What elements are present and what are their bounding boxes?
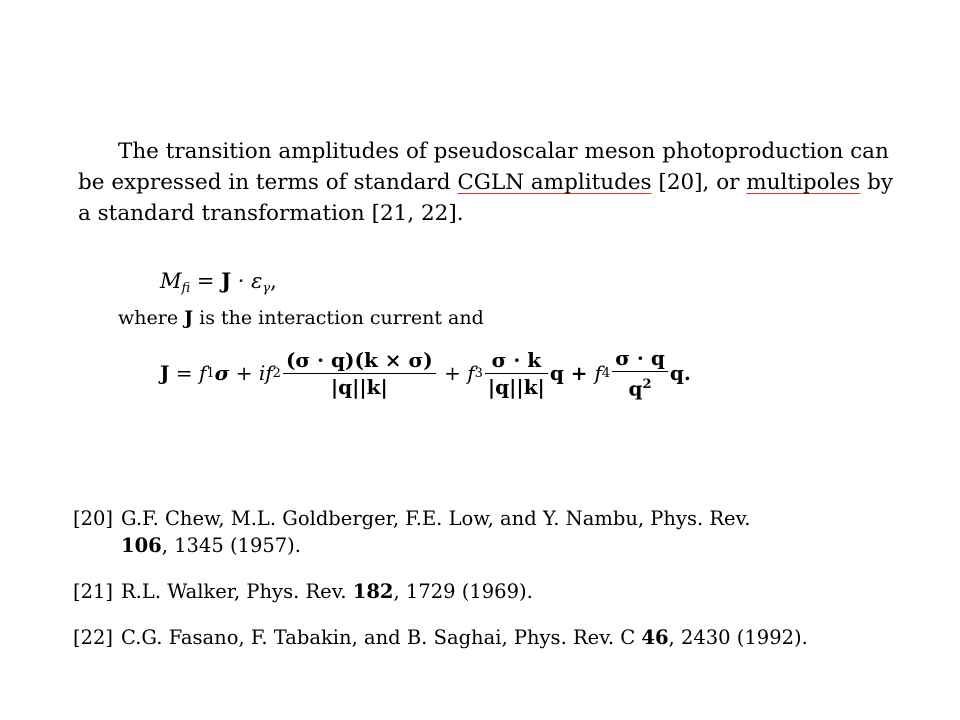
paragraph-text: by — [860, 170, 894, 195]
eq2-sub: 1 — [206, 365, 215, 381]
where-text: where — [118, 307, 185, 329]
paragraph-text: [20], or — [651, 170, 747, 195]
reference-volume: 46 — [641, 626, 669, 649]
eq-operator: = — [190, 269, 222, 293]
reference-item — [73, 505, 853, 559]
eq-symbol: M — [160, 269, 182, 293]
reference-pages: , 1729 (1969). — [393, 580, 533, 603]
reference-pages: , 1345 (1957). — [161, 534, 301, 557]
denominator-base: q — [628, 376, 643, 401]
eq2-lhs: J — [160, 361, 170, 386]
reference-volume: 182 — [352, 580, 394, 603]
eq2-f: f — [265, 361, 273, 386]
where-line — [118, 307, 484, 329]
reference-number: [21] — [73, 580, 114, 603]
reference-number: [20] — [73, 507, 114, 530]
equation-amplitude — [160, 268, 277, 296]
eq-punct: , — [270, 269, 277, 293]
fraction-numerator: (σ · q)(k × σ) — [285, 347, 433, 372]
intro-paragraph — [78, 136, 894, 229]
denominator-exponent: 2 — [642, 377, 652, 392]
reference-volume: 106 — [121, 534, 162, 557]
reference-authors: R.L. Walker, Phys. Rev. — [121, 580, 353, 603]
where-current-symbol: J — [184, 307, 194, 329]
reference-text — [121, 505, 853, 559]
eq2-fraction-3 — [612, 346, 668, 401]
eq-current-symbol: J — [221, 268, 232, 293]
reference-authors: G.F. Chew, M.L. Goldberger, F.E. Low, and Y. Nambu, Phys. Rev. — [121, 507, 751, 530]
fraction-denominator — [626, 372, 655, 401]
reference-text — [121, 624, 853, 651]
reference-number: [22] — [73, 626, 114, 649]
reference-item — [73, 624, 853, 651]
cgln-amplitudes-link[interactable]: CGLN amplitudes — [457, 170, 652, 195]
fraction-numerator: σ · k — [491, 347, 542, 372]
fraction-denominator: |q||k| — [487, 374, 545, 399]
reference-text — [121, 578, 853, 605]
where-text: is the interaction current and — [193, 307, 484, 329]
reference-pages: , 2430 (1992). — [668, 626, 808, 649]
eq2-f: f — [467, 361, 475, 386]
eq2-fraction-2 — [485, 348, 548, 399]
eq2-fraction-1 — [283, 348, 436, 399]
eq2-q-term: q + — [549, 361, 595, 386]
eq2-plus: + — [437, 361, 468, 386]
eq2-sub: 4 — [601, 365, 611, 381]
fraction-denominator: |q||k| — [330, 374, 388, 399]
eq2-f: f — [594, 361, 602, 386]
paragraph-line-1: The transition amplitudes of pseudoscalar meson photoproduction can — [118, 139, 889, 164]
eq2-sub: 3 — [474, 365, 483, 381]
reference-list — [73, 505, 853, 670]
paragraph-line-2 — [78, 167, 894, 198]
eq2-sigma: σ — [214, 361, 230, 386]
eq2-sub: 2 — [272, 365, 281, 381]
fraction-numerator: σ · q — [615, 346, 665, 370]
eq2-f: f — [198, 361, 207, 386]
eq2-q-end: q. — [669, 361, 691, 386]
eq-subscript: γ — [262, 281, 271, 296]
multipoles-link[interactable]: multipoles — [746, 170, 861, 195]
eq-polarization: · ε — [231, 269, 263, 293]
paragraph-line-3: a standard transformation [21, 22]. — [78, 201, 464, 226]
reference-item — [73, 578, 853, 605]
reference-authors: C.G. Fasano, F. Tabakin, and B. Saghai, Phys. Rev. C — [121, 626, 642, 649]
eq-subscript: fi — [181, 281, 191, 296]
paragraph-text: be expressed in terms of standard — [78, 170, 458, 195]
eq2-operator: = — [169, 361, 199, 386]
equation-current — [160, 346, 691, 401]
eq2-plus-i: + i — [229, 361, 266, 386]
